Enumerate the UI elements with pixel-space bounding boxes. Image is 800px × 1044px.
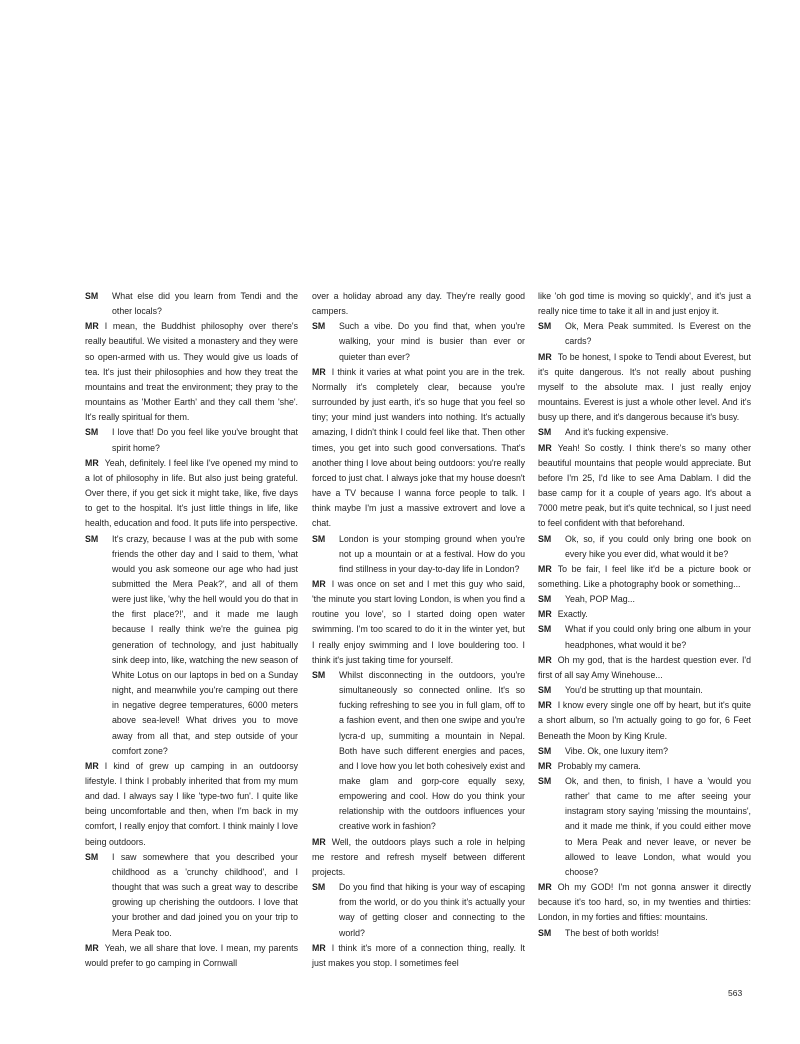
interview-entry [538, 562, 751, 592]
entry-text: Do you find that hiking is your way of escaping from the world, or do you think it's actually your way of getting closer and connecting to the world? [339, 882, 525, 938]
speaker-label: SM [312, 533, 326, 544]
interview-entry [85, 425, 298, 455]
entry-text: I know every single one off by heart, but it's quite a short album, so I'm actually going to go for, 6 Feet Beneath the Moon by King Krule. [538, 700, 751, 741]
speaker-label: MR [312, 942, 326, 953]
speaker-label: MR [538, 609, 552, 620]
text-column-2 [312, 289, 525, 971]
entry-text: To be fair, I feel like it'd be a picture book or something. Like a photography book or something... [538, 563, 751, 589]
entry-text: Yeah, POP Mag... [565, 594, 635, 605]
speaker-label: SM [538, 624, 552, 635]
speaker-label: SM [312, 669, 326, 680]
interview-entry [85, 759, 298, 850]
entry-text: The best of both worlds! [565, 927, 659, 938]
entry-text: I think it varies at what point you are in the trek. Normally it's completely clear, because you're surrounded by just earth, it's so huge that you feel so tiny; your mind just wanders into nothing. It's actually amazing, I didn't think I could feel like that. Then other times, you get into such good conversations. That's another thing I love about being outdoors: you're really forced to just chat. I always joke that my house doesn't have a TV because I wanna force people to talk. I think maybe I'm just a massive extrovert and love a chat. [312, 366, 525, 529]
speaker-label: MR [538, 760, 552, 771]
interview-entry [538, 698, 751, 743]
interview-entry [85, 532, 298, 759]
interview-entry [312, 835, 525, 880]
speaker-label: SM [85, 533, 99, 544]
interview-entry [85, 941, 298, 971]
page-number: 563 [728, 988, 743, 998]
speaker-label: MR [85, 457, 99, 468]
text-column-1 [85, 289, 298, 971]
interview-entry [312, 289, 525, 319]
interview-entry [312, 532, 525, 577]
speaker-label: SM [85, 291, 99, 301]
interview-entry [538, 622, 751, 652]
speaker-label: MR [85, 942, 99, 953]
text-column-3 [538, 289, 751, 941]
interview-entry [312, 319, 525, 364]
speaker-label: SM [85, 851, 99, 862]
entry-text: I was once on set and I met this guy who said, 'the minute you start loving London, is when you find a routine you love', so I started doing open water swimming. I'm too scared to do it in the winter yet, but I really enjoy swimming and I love bouldering too. I think it's just taking time for yourself. [312, 578, 525, 665]
interview-entry [85, 850, 298, 941]
entry-text: Ok, Mera Peak summited. Is Everest on the cards? [565, 321, 751, 347]
interview-entry [538, 683, 751, 698]
interview-entry [538, 653, 751, 683]
entry-text: Exactly. [557, 609, 588, 620]
entry-text: Ok, so, if you could only bring one book on every hike you ever did, what would it be? [565, 533, 751, 559]
entry-text: over a holiday abroad any day. They're really good campers. [312, 291, 525, 317]
speaker-label: MR [538, 351, 552, 362]
interview-entry [538, 441, 751, 532]
entry-text: Yeah, definitely. I feel like I've opened my mind to a lot of philosophy in life. But also just being grateful. Over there, if you get sick it might take, like, five days to get to the hospital. It's just little things in life, like health, education and food. It puts life into perspective. [85, 457, 298, 529]
speaker-label: SM [85, 427, 99, 438]
entry-text: What if you could only bring one album in your headphones, what would it be? [565, 624, 751, 650]
entry-text: I mean, the Buddhist philosophy over there's really beautiful. We visited a monastery and they were so open-armed with us. They would give us loads of tea. It's just their philosophies and how they treat the mountains and treat the environment; they pray to the mountains as 'Mother Earth' and they call them 'she'. It's really spiritual for them. [85, 321, 298, 423]
speaker-label: SM [538, 927, 552, 938]
interview-entry [312, 941, 525, 971]
speaker-label: SM [312, 882, 326, 893]
entry-text: Probably my camera. [557, 760, 641, 771]
speaker-label: SM [312, 321, 326, 332]
speaker-label: MR [312, 836, 326, 847]
entry-text: I think it's more of a connection thing, really. It just makes you stop. I sometimes feel [312, 942, 525, 968]
interview-entry [85, 456, 298, 532]
entry-text: I kind of grew up camping in an outdoorsy lifestyle. I think I probably inherited that from my mum and dad. I always say I like 'type-two fun'. I quite like being uncomfortable and then, when I'm back in my comfort, I really enjoy that comfort. I think mainly I love being outdoors. [85, 760, 298, 847]
speaker-label: MR [312, 366, 326, 377]
entry-text: What else did you learn from Tendi and the other locals? [112, 291, 298, 317]
interview-entry [85, 289, 298, 319]
speaker-label: MR [85, 321, 99, 332]
speaker-label: SM [538, 745, 552, 756]
speaker-label: MR [538, 700, 552, 711]
interview-entry [538, 744, 751, 759]
interview-entry [538, 926, 751, 941]
entry-text: like 'oh god time is moving so quickly', and it's just a really nice time to take it all in and just enjoy it. [538, 291, 751, 317]
entry-text: Oh my god, that is the hardest question ever. I'd first of all say Amy Winehouse... [538, 654, 751, 680]
interview-entry [312, 880, 525, 941]
speaker-label: MR [538, 882, 552, 893]
entry-text: It's crazy, because I was at the pub with some friends the other day and I said to them, 'what would you ask someone our age who had just submitted the Mera Peak?', and all of them were just like, 'why the hell would you do that in the first place?!', and it made me laugh because I really think we're the guinea pig generation of technology, and just habitually sink deep into, like, watching the new season of White Lotus on our laptops in bed on a Sunday night, and meanwhile you're camping out there in negative degree temperatures, 6000 meters above sea-level! What drives you to move away from all that, and step outside of your comfort zone? [112, 533, 298, 756]
entry-text: Yeah! So costly. I think there's so many other beautiful mountains that people would appreciate. But before I'm 25, I'd like to see Ama Dablam. I did the base camp for it a couple of years ago. It's about a 7000 metre peak, but it's quite technical, so I just need to feel confident with that beforehand. [538, 442, 751, 529]
speaker-label: SM [538, 427, 552, 438]
interview-entry [538, 880, 751, 925]
interview-entry [312, 577, 525, 668]
interview-entry [538, 592, 751, 607]
speaker-label: SM [538, 776, 552, 786]
entry-text: Oh my GOD! I'm not gonna answer it directly because it's too hard, so, in my twenties and thirties: London, in my forties and fifties: mountains. [538, 882, 751, 923]
entry-text: Such a vibe. Do you find that, when you're walking, your mind is busier than ever or quieter than ever? [339, 321, 525, 362]
speaker-label: SM [538, 533, 552, 544]
interview-entry [312, 668, 525, 835]
entry-text: Ok, and then, to finish, I have a 'would you rather' that came to me after seeing your instagram story saying 'missing the mountains', and it made me think, if you could either move to Mera Peak and never leave, or never be allowed to leave London, what would you choose? [565, 776, 751, 877]
interview-entry [538, 425, 751, 440]
entry-text: Well, the outdoors plays such a role in helping me restore and refresh myself between different projects. [312, 836, 525, 877]
entry-text: I saw somewhere that you described your childhood as a 'crunchy childhood', and I thought that was such a great way to describe growing up cherishing the outdoors. I love that your brother and dad joined you on your trip to Mera Peak too. [112, 851, 298, 938]
speaker-label: SM [538, 321, 552, 332]
interview-entry [538, 759, 751, 774]
interview-entry [312, 365, 525, 532]
entry-text: Whilst disconnecting in the outdoors, you're simultaneously so connected online. It's so fucking refreshing to see you in full glam, off to a fashion event, and then one swipe and you're lycra-d up, summiting a mountain in Nepal. Both have such different energies and paces, and I love how you let both cohesively exist and make glam and gorp-core equally sexy, empowering and cool. How do you think your relationship with the outdoors influences your creative work in fashion? [339, 669, 525, 832]
entry-text: You'd be strutting up that mountain. [565, 685, 703, 696]
speaker-label: MR [312, 578, 326, 589]
entry-text: And it's fucking expensive. [565, 427, 669, 438]
entry-text: London is your stomping ground when you're not up a mountain or at a festival. How do you find stillness in your day-to-day life in London? [339, 533, 525, 574]
entry-text: I love that! Do you feel like you've brought that spirit home? [112, 427, 298, 453]
entry-text: Yeah, we all share that love. I mean, my parents would prefer to go camping in Cornwall [85, 942, 298, 968]
entry-text: Vibe. Ok, one luxury item? [565, 745, 669, 756]
speaker-label: MR [538, 654, 552, 665]
interview-entry [538, 350, 751, 426]
interview-entry [538, 774, 751, 880]
entry-text: To be honest, I spoke to Tendi about Everest, but it's quite dangerous. It's not really about pushing myself to the absolute max. I just really enjoy mountains. Everest is just a whole other level. And it's busy up there, and it's dangerous because it's busy. [538, 351, 751, 423]
interview-entry [85, 319, 298, 425]
speaker-label: MR [538, 442, 552, 453]
speaker-label: SM [538, 685, 552, 696]
speaker-label: SM [538, 594, 552, 605]
interview-entry [538, 289, 751, 319]
interview-entry [538, 607, 751, 622]
interview-entry [538, 319, 751, 349]
speaker-label: MR [538, 563, 552, 574]
speaker-label: MR [85, 760, 99, 771]
interview-entry [538, 532, 751, 562]
